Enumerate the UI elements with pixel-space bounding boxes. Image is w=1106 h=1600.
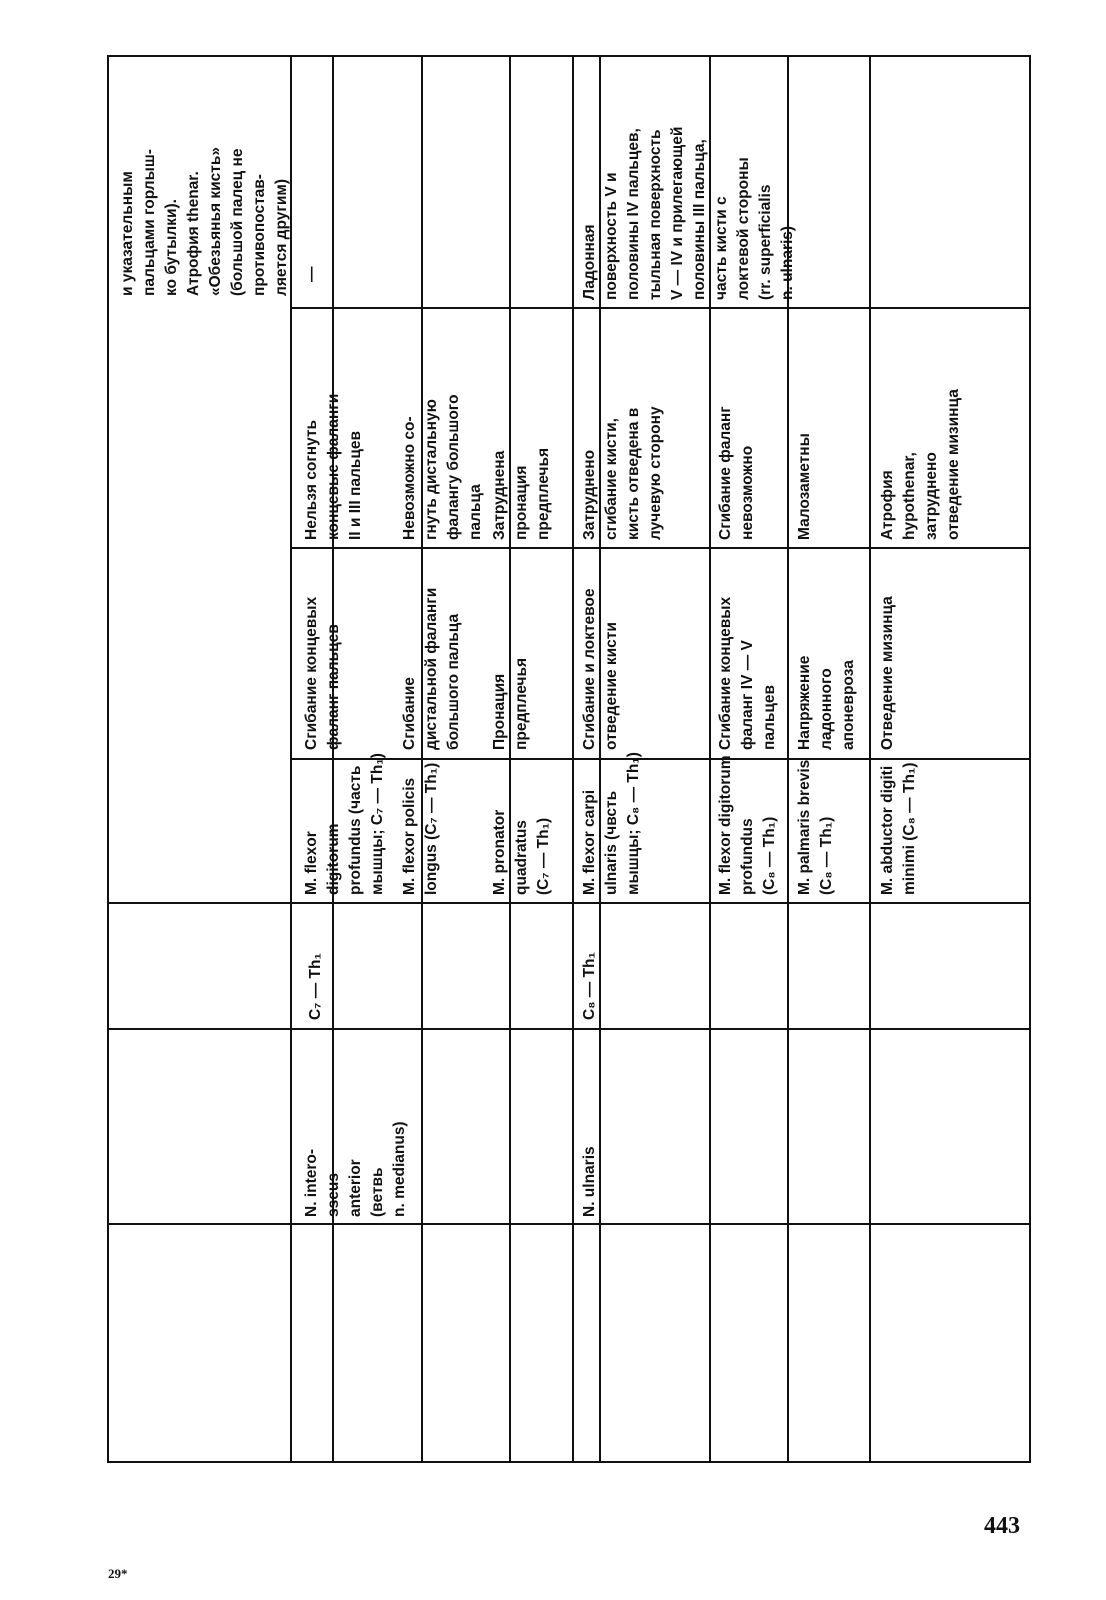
muscle-cell: M. pronator quadratus (C₇ — Th₁)	[491, 809, 552, 895]
nerve-cell: N. ulnaris	[581, 1146, 598, 1217]
continuation-text: и указательным пальцами горлыш- ко бутылки). Атрофия thenar. «Обезьянья кисть» (большой палец не противопостав- ляется другим)	[119, 146, 290, 296]
segment-cell: C₇ — Th₁	[307, 953, 324, 1020]
symptom-cell: Затруднено сгибание кисти, кисть отведена в лучевую сторону	[581, 406, 664, 540]
muscle-cell: M. palmaris brevis (C₈ — Th₁)	[796, 759, 835, 895]
page-number: 443	[984, 1513, 1020, 1539]
function-cell: Сгибание концевых фаланг пальцев	[303, 596, 342, 750]
function-cell: Сгибание концевых фаланг IV — V пальцев	[717, 596, 778, 750]
symptom-cell: Малозаметны	[796, 433, 813, 540]
muscle-cell: M. flexor digitorum profundus (часть мышцы; C₇ — Th₁)	[303, 753, 386, 895]
muscle-cell: M. flexor digitorum profundus (C₈ — Th₁)	[717, 755, 778, 895]
sensory-cell: Ладонная поверхность V и половины IV пальцев, тыльная поверхность V — IV и прилегающей половины III пальца, часть кисти с локтевой стороны (rr. superficialis n. ulnaris)	[581, 126, 796, 300]
function-cell: Пронация предплечья	[491, 657, 530, 750]
symptom-cell: Затруднена пронация предплечья	[491, 447, 552, 540]
nerve-cell: N. intero- sseus anterior (ветвь n. medianus)	[303, 1121, 408, 1217]
segment-cell: C₈ — Th₁	[581, 952, 598, 1020]
table-grid	[108, 56, 1030, 1462]
signature-mark: 29*	[108, 1566, 128, 1581]
symptom-cell: Невозможно со- гнуть дистальную фалангу большого пальца	[401, 394, 484, 540]
symptom-cell: Атрофия hypothenar, затруднено отведение мизинца	[879, 389, 962, 540]
function-cell: Сгибание дистальной фаланги большого пальца	[401, 587, 462, 750]
sensory-cell: —	[303, 266, 320, 282]
symptom-cell: Сгибание фаланг невозможно	[717, 406, 756, 540]
symptom-cell: Нельзя согнуть концевые фаланги II и III пальцев	[303, 393, 364, 540]
function-cell: Сгибание и локтевое отведение кисти	[581, 588, 620, 750]
muscle-cell: M. flexor policis longus (C₇ — Th₁)	[401, 762, 440, 895]
function-cell: Отведение мизинца	[879, 596, 896, 750]
muscle-cell: M. abductor digiti minimi (C₈ — Th₁)	[879, 762, 918, 895]
continuation-cell	[119, 143, 290, 296]
function-cell: Напряжение ладонного апоневроза	[796, 655, 857, 750]
rotated-table	[108, 56, 1030, 1462]
muscle-cell: M. flexor carpi ulnaris (чвсть мышцы; C₈ — Th₁)	[581, 752, 642, 895]
